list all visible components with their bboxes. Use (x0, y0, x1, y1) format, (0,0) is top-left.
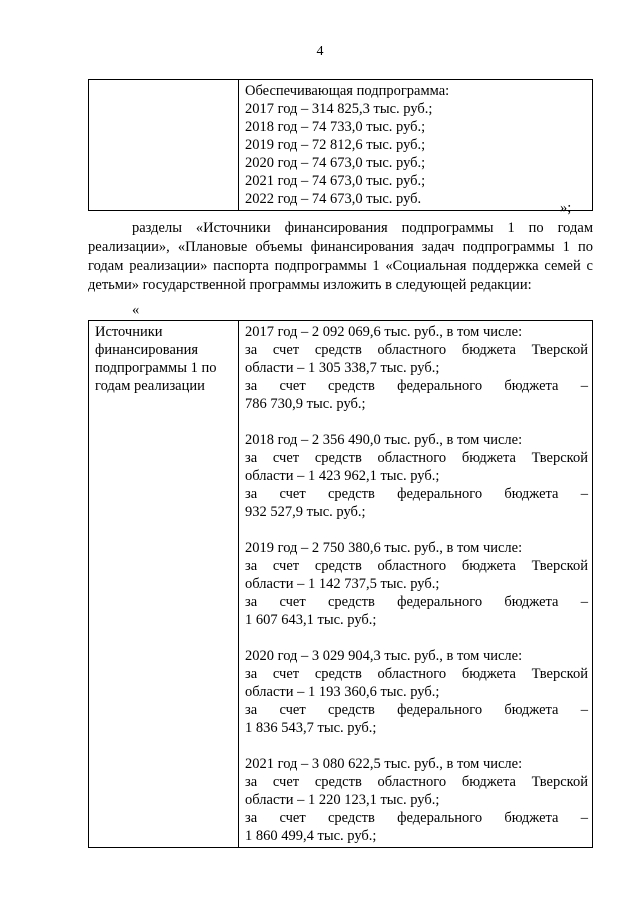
regional-budget-amount: области – 1 423 962,1 тыс. руб.; (245, 468, 440, 484)
regional-budget-line: за счет средств областного бюджета Тверской (245, 342, 588, 358)
year-total: 2017 год – 2 092 069,6 тыс. руб., в том числе: (245, 324, 523, 340)
federal-budget-amount: 1 836 543,7 тыс. руб.; (245, 720, 377, 736)
federal-budget-amount: 786 730,9 тыс. руб.; (245, 396, 366, 412)
regional-budget-amount: области – 1 220 123,1 тыс. руб.; (245, 792, 440, 808)
regional-budget-amount: области – 1 305 338,7 тыс. руб.; (245, 360, 440, 376)
year-total: 2019 год – 2 750 380,6 тыс. руб., в том числе: (245, 540, 523, 556)
federal-budget-amount: 1 860 499,4 тыс. руб.; (245, 828, 377, 844)
year-total: 2018 год – 2 356 490,0 тыс. руб., в том числе: (245, 432, 523, 448)
year-line: 2018 год – 74 733,0 тыс. руб.; (245, 119, 426, 135)
opening-quote: « (132, 302, 140, 318)
funding-source-label: Источники финансирования подпрограммы 1 по годам реализации (89, 321, 239, 848)
subprogram-title: Обеспечивающая подпрограмма: (245, 83, 450, 99)
year-total: 2021 год – 3 080 622,5 тыс. руб., в том числе: (245, 756, 523, 772)
funding-details-cell (239, 321, 593, 848)
year-block (245, 755, 588, 845)
federal-budget-amount: 932 527,9 тыс. руб.; (245, 504, 366, 520)
year-block (245, 323, 588, 413)
top-funding-table (88, 79, 593, 211)
federal-budget-line: за счет средств федерального бюджета – (245, 486, 588, 502)
year-line: 2019 год – 72 812,6 тыс. руб.; (245, 137, 426, 153)
year-line: 2021 год – 74 673,0 тыс. руб.; (245, 173, 426, 189)
regional-budget-line: за счет средств областного бюджета Тверской (245, 666, 588, 682)
top-table-empty-cell (89, 80, 239, 211)
year-line: 2017 год – 314 825,3 тыс. руб.; (245, 101, 433, 117)
federal-budget-line: за счет средств федерального бюджета – (245, 594, 588, 610)
federal-budget-line: за счет средств федерального бюджета – (245, 378, 588, 394)
federal-budget-line: за счет средств федерального бюджета – (245, 702, 588, 718)
year-block (245, 539, 588, 629)
closing-quote: »; (560, 200, 572, 216)
regional-budget-line: за счет средств областного бюджета Тверской (245, 558, 588, 574)
year-block (245, 431, 588, 521)
page-number: 4 (316, 44, 324, 59)
top-table-content-cell (239, 80, 593, 211)
body-paragraph: разделы «Источники финансирования подпрограммы 1 по годам реализации», «Плановые объемы финансирования задач подпрограммы 1 по годам реализации» паспорта подпрограммы 1 «Социальная поддержка семей с детьми» государственной программы изложить в следующей редакции: (88, 220, 593, 293)
regional-budget-amount: области – 1 142 737,5 тыс. руб.; (245, 576, 440, 592)
main-funding-table (88, 320, 593, 848)
year-block (245, 647, 588, 737)
regional-budget-line: за счет средств областного бюджета Тверской (245, 774, 588, 790)
year-line: 2022 год – 74 673,0 тыс. руб. (245, 191, 422, 207)
regional-budget-line: за счет средств областного бюджета Тверской (245, 450, 588, 466)
year-total: 2020 год – 3 029 904,3 тыс. руб., в том числе: (245, 648, 523, 664)
federal-budget-amount: 1 607 643,1 тыс. руб.; (245, 612, 377, 628)
year-line: 2020 год – 74 673,0 тыс. руб.; (245, 155, 426, 171)
federal-budget-line: за счет средств федерального бюджета – (245, 810, 588, 826)
regional-budget-amount: области – 1 193 360,6 тыс. руб.; (245, 684, 440, 700)
